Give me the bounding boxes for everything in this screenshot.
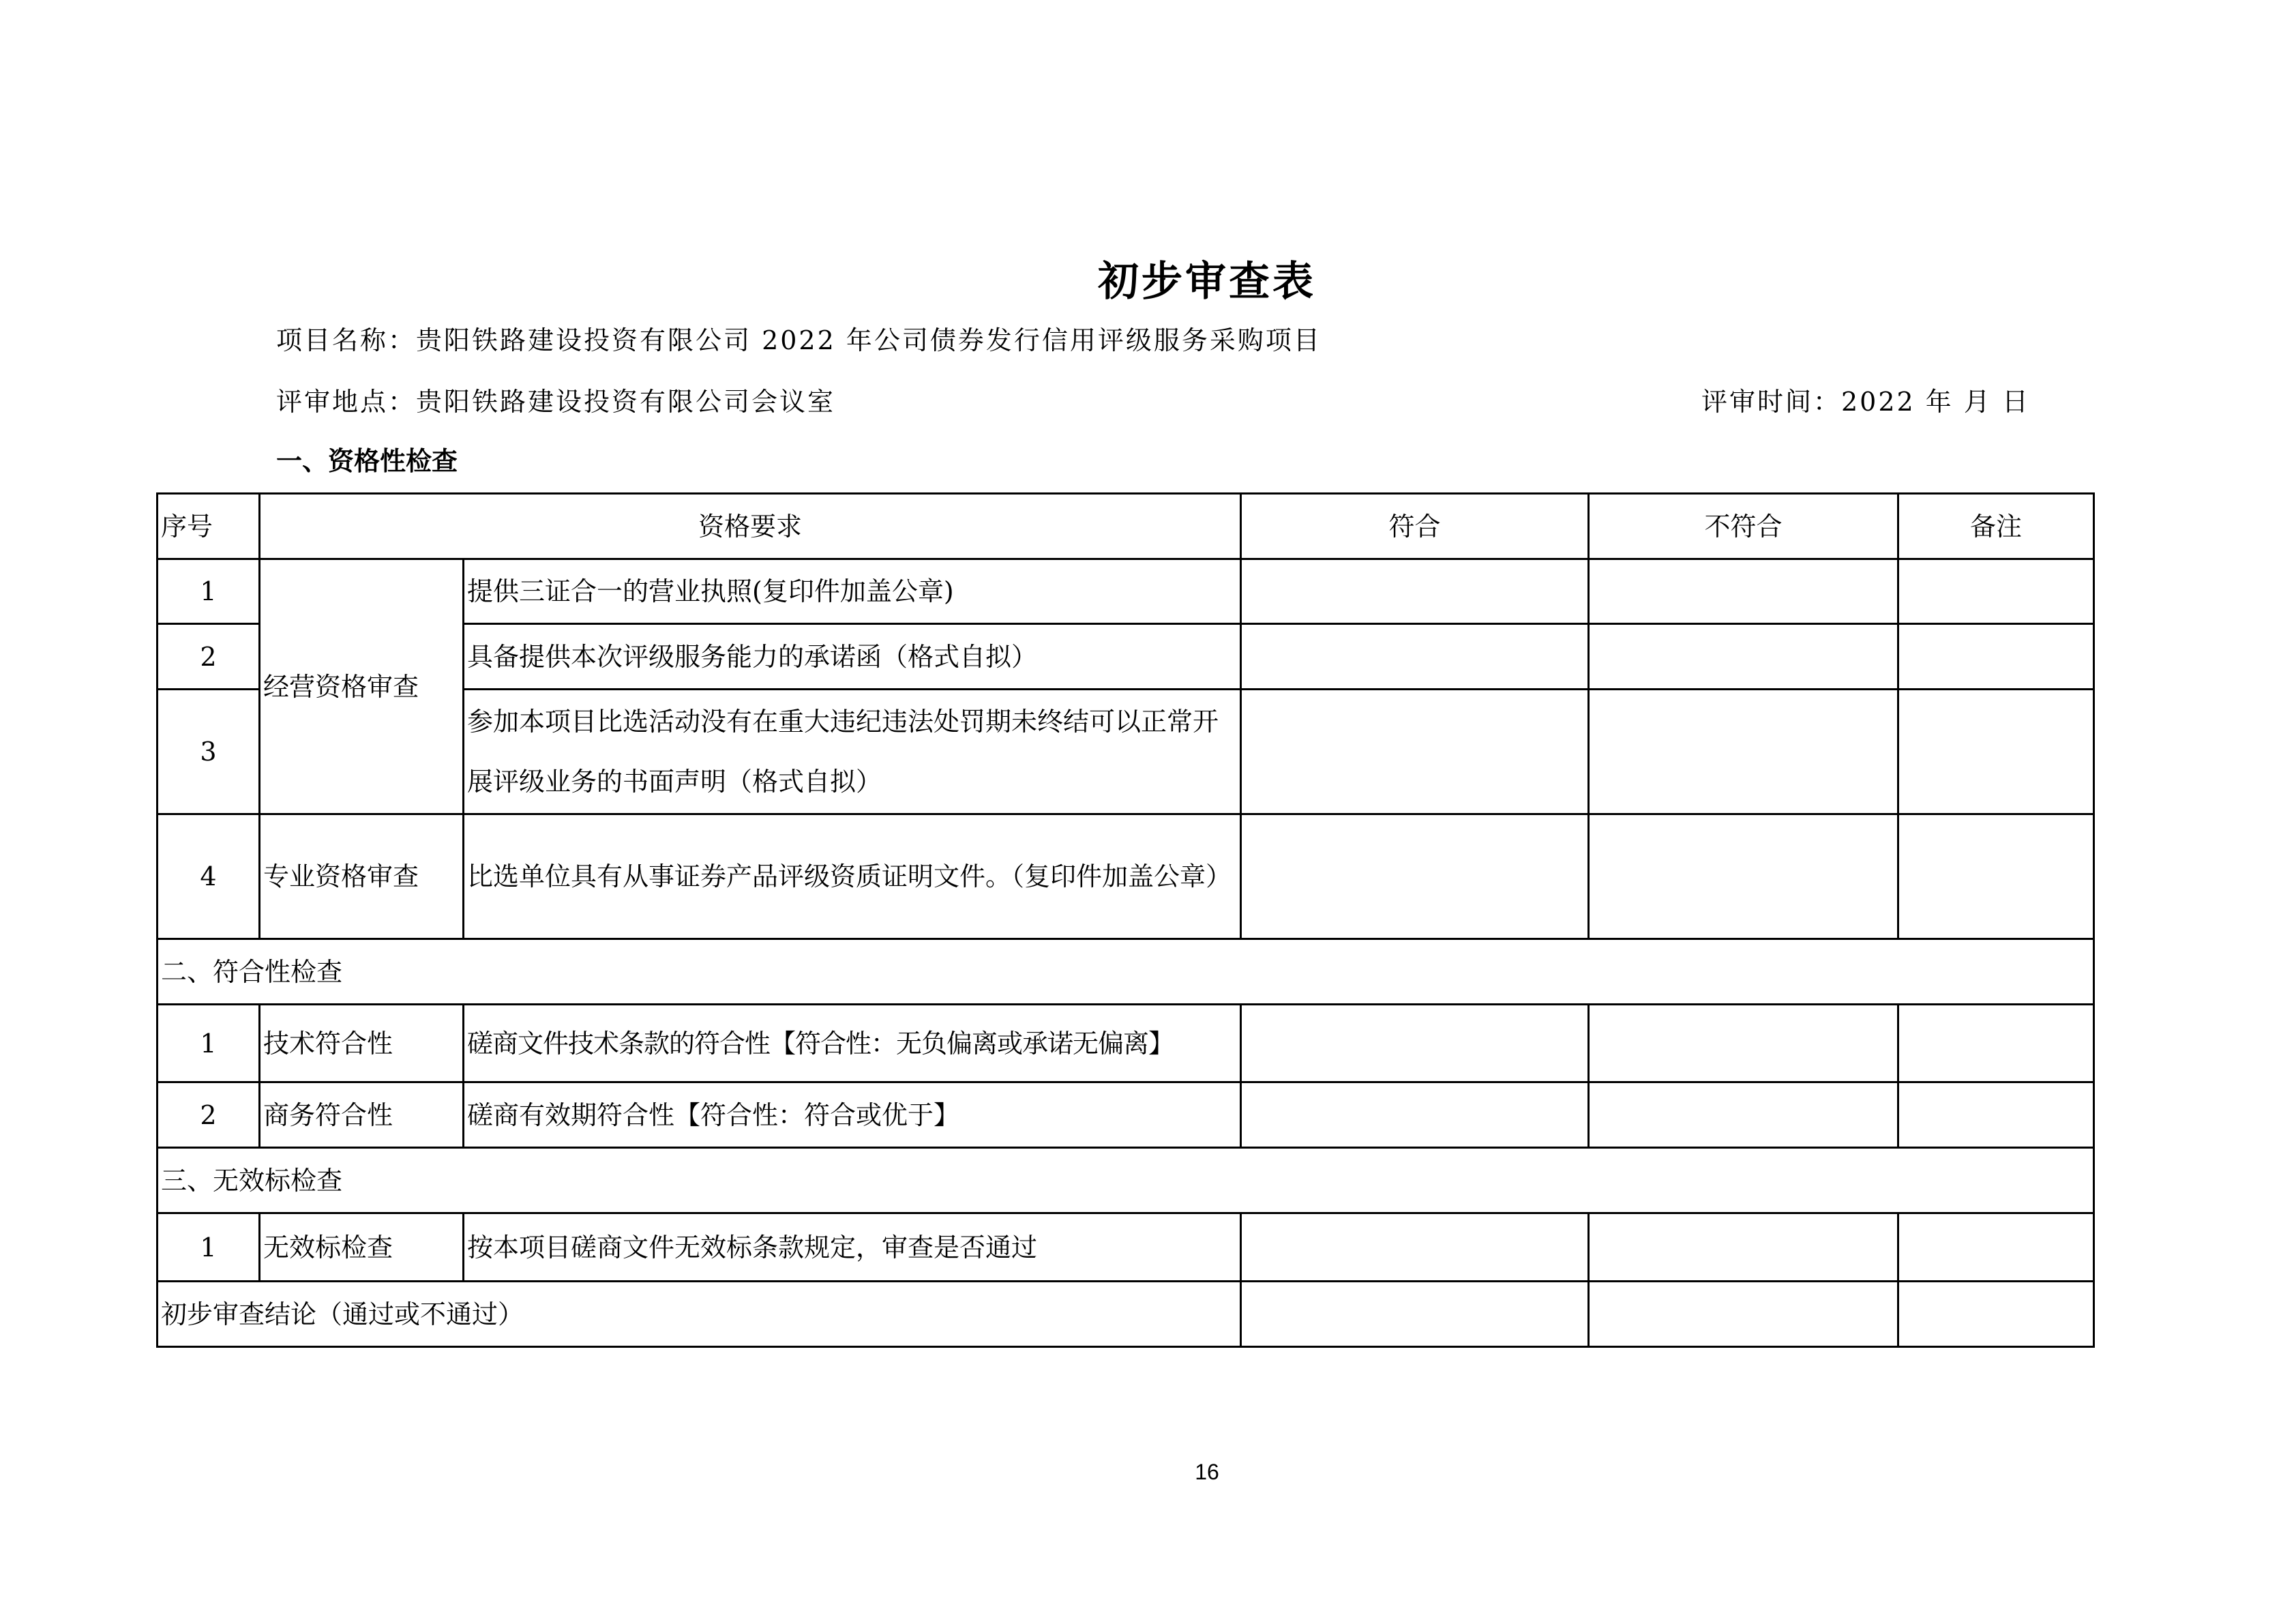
pass-cell[interactable] [1241,1213,1589,1282]
pass-cell[interactable] [1241,690,1589,814]
remark-cell[interactable] [1898,624,2094,690]
header-row [158,494,2094,559]
fail-cell[interactable] [1589,1005,1898,1082]
requirement-text: 具备提供本次评级服务能力的承诺函（格式自拟） [464,624,1241,690]
row-no: 2 [158,1082,260,1148]
category-label: 无效标检查 [260,1213,464,1282]
requirement-text: 参加本项目比选活动没有在重大违纪违法处罚期未终结可以正常开展评级业务的书面声明（格式自拟） [464,690,1241,814]
table-row [158,814,2094,939]
remark-cell[interactable] [1898,1082,2094,1148]
fail-cell[interactable] [1589,1213,1898,1282]
requirement-text: 磋商有效期符合性【符合性：符合或优于】 [464,1082,1241,1148]
conclusion-label: 初步审查结论（通过或不通过） [158,1282,1241,1347]
page-number: 16 [1195,1460,1219,1484]
row-no: 3 [158,690,260,814]
row-no: 2 [158,624,260,690]
section-row [158,1148,2094,1213]
fail-cell[interactable] [1589,559,1898,624]
row-no: 1 [158,559,260,624]
table-row [158,1213,2094,1282]
pass-cell[interactable] [1241,814,1589,939]
category-label: 商务符合性 [260,1082,464,1148]
pass-cell[interactable] [1241,1005,1589,1082]
fail-cell[interactable] [1589,690,1898,814]
pass-cell[interactable] [1241,624,1589,690]
remark-cell[interactable] [1898,690,2094,814]
group-label: 专业资格审查 [260,814,464,939]
review-location: 评审地点：贵阳铁路建设投资有限公司会议室 [276,387,836,417]
fail-cell[interactable] [1589,814,1898,939]
row-no: 4 [158,814,260,939]
table-row [158,1005,2094,1082]
header-no: 序号 [158,494,260,559]
header-fail: 不符合 [1589,494,1898,559]
project-name: 项目名称：贵阳铁路建设投资有限公司 2022 年公司债券发行信用评级服务采购项目 [276,325,1322,355]
requirement-text: 比选单位具有从事证券产品评级资质证明文件。（复印件加盖公章） [464,814,1241,939]
remark-cell[interactable] [1898,1213,2094,1282]
requirement-text: 提供三证合一的营业执照(复印件加盖公章) [464,559,1241,624]
review-table [156,492,2095,1348]
table-row [158,559,2094,624]
pass-cell[interactable] [1241,1282,1589,1347]
row-no: 1 [158,1005,260,1082]
remark-cell[interactable] [1898,559,2094,624]
header-pass: 符合 [1241,494,1589,559]
fail-cell[interactable] [1589,1082,1898,1148]
pass-cell[interactable] [1241,1082,1589,1148]
fail-cell[interactable] [1589,1282,1898,1347]
row-no: 1 [158,1213,260,1282]
section3-title: 三、无效标检查 [158,1148,2094,1213]
requirement-text: 磋商文件技术条款的符合性【符合性：无负偏离或承诺无偏离】 [464,1005,1241,1082]
fail-cell[interactable] [1589,624,1898,690]
pass-cell[interactable] [1241,559,1589,624]
document-title: 初步审查表 [1098,258,1316,306]
remark-cell[interactable] [1898,1005,2094,1082]
remark-cell[interactable] [1898,814,2094,939]
section2-title: 二、符合性检查 [158,939,2094,1005]
category-label: 技术符合性 [260,1005,464,1082]
requirement-text: 按本项目磋商文件无效标条款规定，审查是否通过 [464,1213,1241,1282]
review-time: 评审时间：2022 年 月 日 [1701,387,2030,417]
section-row [158,939,2094,1005]
remark-cell[interactable] [1898,1282,2094,1347]
header-requirement: 资格要求 [260,494,1241,559]
section1-title: 一、资格性检查 [276,445,458,476]
table-row [158,1082,2094,1148]
header-remark: 备注 [1898,494,2094,559]
conclusion-row [158,1282,2094,1347]
group-label: 经营资格审查 [260,559,464,814]
